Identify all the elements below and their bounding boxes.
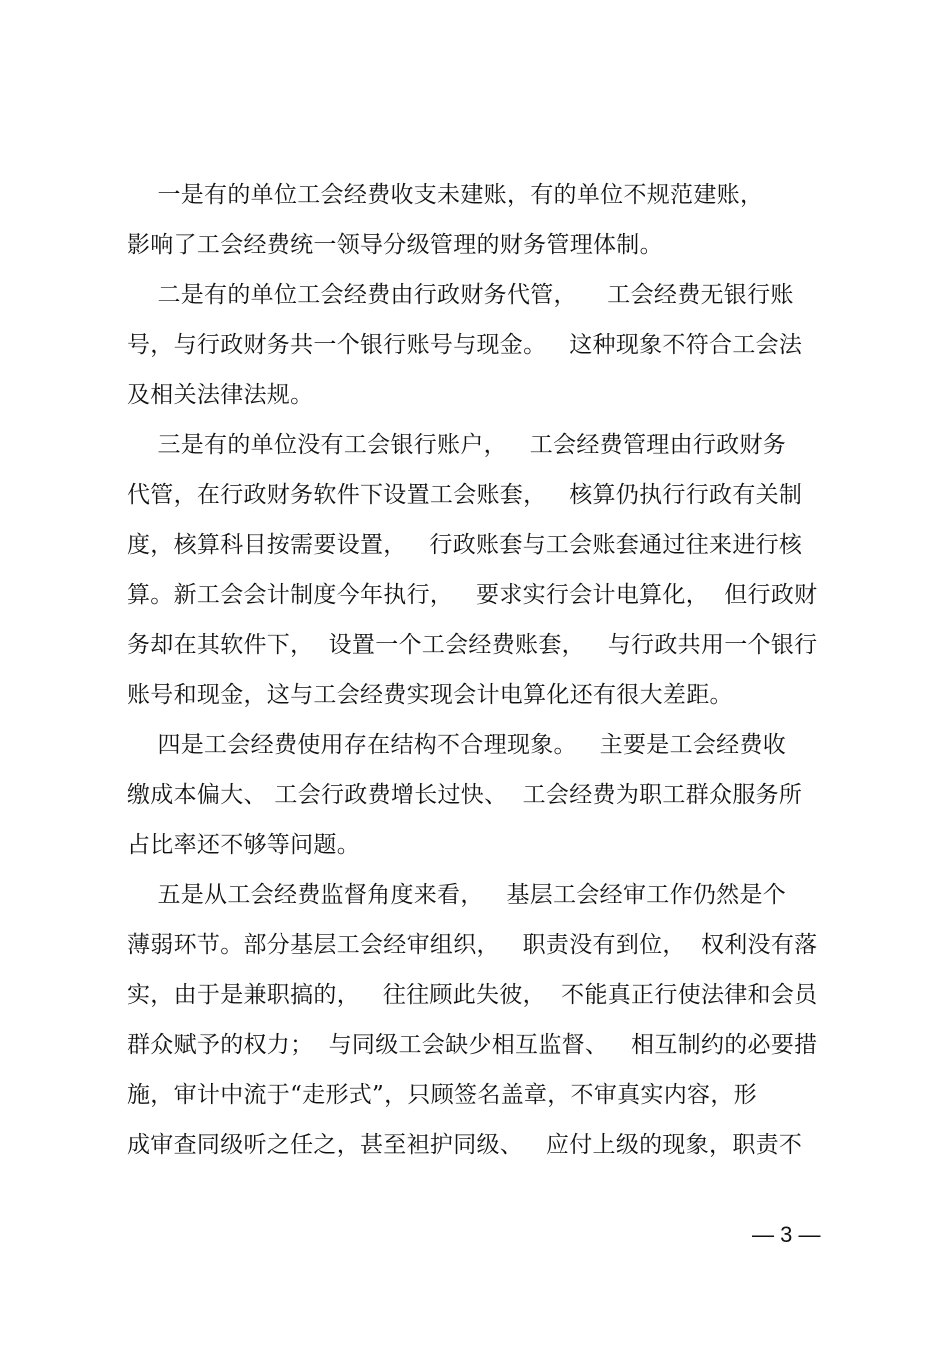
text-line: 算。新工会会计制度今年执行， 要求实行会计电算化， 但行政财 — [127, 582, 818, 608]
page-number: — 3 — — [752, 1222, 821, 1247]
text-line: 二是有的单位工会经费由行政财务代管， 工会经费无银行账 — [127, 282, 794, 308]
text-line: 务却在其软件下， 设置一个工会经费账套， 与行政共用一个银行 — [127, 632, 818, 658]
text-line: 缴成本偏大、 工会行政费增长过快、 工会经费为职工群众服务所 — [127, 782, 803, 808]
text-line: 度，核算科目按需要设置， 行政账套与工会账套通过往来进行核 — [127, 532, 803, 558]
text-line: 实，由于是兼职搞的， 往往顾此失彼， 不能真正行使法律和会员 — [127, 982, 818, 1008]
text-line: 代管，在行政财务软件下设置工会账套， 核算仍执行行政有关制 — [127, 482, 803, 508]
text-line: 一是有的单位工会经费收支未建账，有的单位不规范建账， — [127, 182, 764, 208]
text-line: 三是有的单位没有工会银行账户， 工会经费管理由行政财务 — [127, 432, 787, 458]
text-line: 薄弱环节。部分基层工会经审组织， 职责没有到位， 权利没有落 — [127, 932, 818, 958]
text-line: 成审查同级听之任之，甚至袒护同级、 应付上级的现象，职责不 — [127, 1132, 803, 1158]
text-line: 账号和现金，这与工会经费实现会计电算化还有很大差距。 — [127, 682, 733, 708]
text-line: 五是从工会经费监督角度来看， 基层工会经审工作仍然是个 — [127, 882, 787, 908]
text-line: 号，与行政财务共一个银行账号与现金。 这种现象不符合工会法 — [127, 332, 803, 358]
text-line: 占比率还不够等问题。 — [127, 832, 360, 858]
text-line: 及相关法律法规。 — [127, 382, 314, 408]
text-line: 四是工会经费使用存在结构不合理现象。 主要是工会经费收 — [127, 732, 787, 758]
text-line: 群众赋予的权力； 与同级工会缺少相互监督、 相互制约的必要措 — [127, 1032, 818, 1058]
text-line: 影响了工会经费统一领导分级管理的财务管理体制。 — [127, 232, 663, 258]
text-line: 施，审计中流于“走形式”，只顾签名盖章，不审真实内容，形 — [127, 1082, 757, 1108]
